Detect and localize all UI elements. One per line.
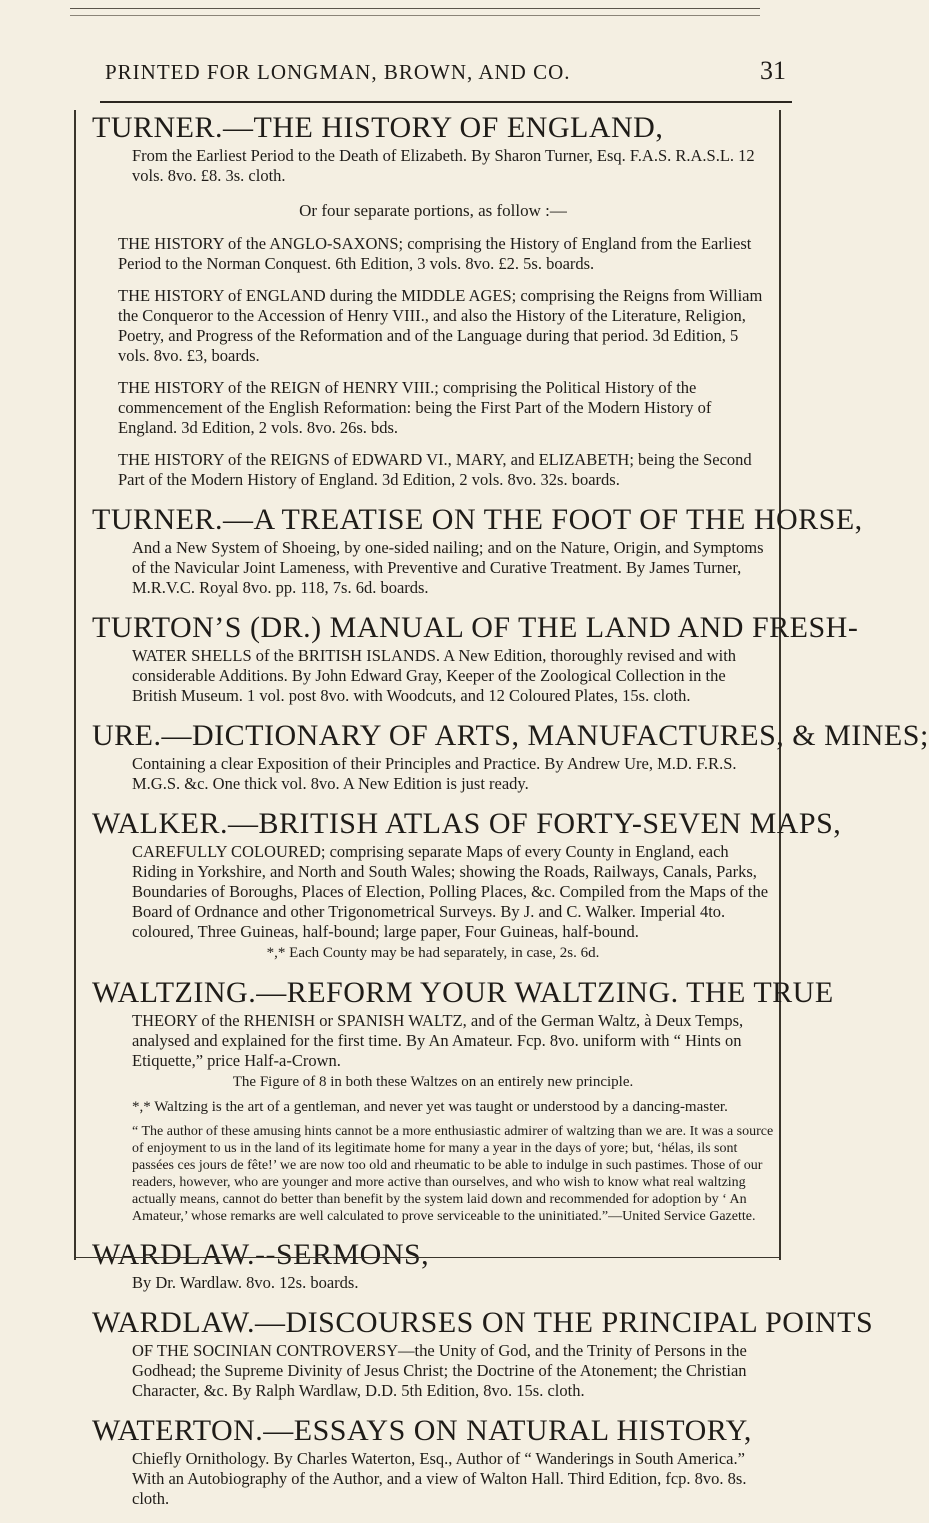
entry-heading: URE.—DICTIONARY OF ARTS, MANUFACTURES, & MINES;	[92, 719, 929, 752]
portion-henry-viii: THE HISTORY of the REIGN of HENRY VIII.; comprising the Political History of the commencement of the English Reformation: being the First Part of the Modern History of England. 3d Edition, 2 vols. 8vo. 26s. bds.	[118, 378, 712, 437]
entry-walker-atlas	[92, 807, 842, 963]
running-title: PRINTED FOR LONGMAN, BROWN, AND CO.	[105, 60, 571, 84]
entry-wardlaw-sermons	[92, 1239, 774, 1293]
entry-note: *,* Waltzing is the art of a gentleman, and never yet was taught or understood by a dancing-master.	[132, 1099, 728, 1115]
entry-turner-portions	[92, 200, 774, 490]
entry-description: From the Earliest Period to the Death of Elizabeth. By Sharon Turner, Esq. F.A.S. R.A.S.L. 12 vols. 8vo. £8. 3s. cloth.	[132, 146, 755, 185]
entry-description: WATER SHELLS of the BRITISH ISLANDS. A New Edition, thoroughly revised and with considerable Additions. By John Edward Gray, Keeper of the Zoological Collection in the British Museum. 1 vol. post 8vo. with Woodcuts, and 12 Coloured Plates, 15s. cloth.	[132, 646, 737, 705]
entry-heading: TURTON’S (DR.) MANUAL OF THE LAND AND FRESH-	[92, 611, 859, 644]
entry-heading: TURNER.—THE HISTORY OF ENGLAND,	[92, 111, 664, 144]
entry-description: And a New System of Shoeing, by one-sided nailing; and on the Nature, Origin, and Symptoms of the Navicular Joint Lameness, with Preventive and Curative Treatment. By James Turner, M.R.V.C. Royal 8vo. pp. 118, 7s. 6d. boards.	[132, 538, 764, 597]
entry-heading: WALKER.—BRITISH ATLAS OF FORTY-SEVEN MAPS,	[92, 807, 842, 840]
entry-description: CAREFULLY COLOURED; comprising separate Maps of every County in England, each Riding in Yorkshire, and North and South Wales; showing the Roads, Railways, Canals, Parks, Boundaries of Boroughs, Places of Election, Polling Places, &c. Compiled from the Maps of the Board of Ordnance and other Trigonometrical Surveys. By J. and C. Walker. Imperial 4to. coloured, Three Guineas, half-bound; large paper, Four Guineas, half-bound.	[132, 842, 769, 941]
portion-anglo-saxons: THE HISTORY of the ANGLO-SAXONS; comprising the History of England from the Earliest Period to the Norman Conquest. 6th Edition, 3 vols. 8vo. £2. 5s. boards.	[118, 234, 752, 273]
entry-turton-shells	[92, 611, 859, 706]
entry-description: By Dr. Wardlaw. 8vo. 12s. boards.	[132, 1273, 359, 1292]
page-number: 31	[760, 56, 786, 85]
entry-description: Containing a clear Exposition of their Principles and Practice. By Andrew Ure, M.D. F.R.S. M.G.S. &c. One thick vol. 8vo. A New Edition is just ready.	[132, 754, 737, 793]
running-head	[100, 56, 790, 96]
entry-heading: TURNER.—A TREATISE ON THE FOOT OF THE HORSE,	[92, 503, 863, 536]
review-quote: “ The author of these amusing hints cannot be a more enthusiastic admirer of waltzing than we are. It was a source of enjoyment to us in the land of its legitimate home for many a year in the days of yore; but, ‘hélas, ils sont passées ces jours de fête!’ we are now too old and rheumatic to be able to indulge in such pastimes. Those of our readers, however, who are younger and more active than ourselves, and who wish to know what real waltzing actually means, cannot do better than benefit by the system laid down and recommended for adoption by ‘ An Amateur,’ whose remarks are well calculated to prove serviceable to the uninitiated.”—United Service Gazette.	[132, 1124, 774, 1224]
right-margin-rule	[779, 110, 781, 1260]
entry-note: *,* Each County may be had separately, in case, 2s. 6d.	[266, 945, 600, 961]
bottom-rule	[76, 1257, 780, 1258]
entry-waterton-essays	[92, 1415, 774, 1509]
entry-turner-horse	[92, 503, 863, 598]
entry-description: Chiefly Ornithology. By Charles Waterton, Esq., Author of “ Wanderings in South America.” With an Autobiography of the Author, and a view of Walton Hall. Third Edition, fcp. 8vo. 8s. cloth.	[132, 1449, 747, 1508]
entry-turner-history	[92, 112, 774, 186]
top-border	[70, 8, 760, 16]
entry-heading: WARDLAW.—DISCOURSES ON THE PRINCIPAL POINTS	[92, 1306, 874, 1339]
entry-heading: WALTZING.—REFORM YOUR WALTZING. THE TRUE	[92, 976, 834, 1009]
entry-heading: WATERTON.—ESSAYS ON NATURAL HISTORY,	[92, 1414, 752, 1447]
entry-ure-dictionary	[92, 719, 929, 794]
portion-edward-mary-elizabeth: THE HISTORY of the REIGNS of EDWARD VI., MARY, and ELIZABETH; being the Second Part of the Modern History of England. 3d Edition, 2 vols. 8vo. 32s. boards.	[118, 450, 752, 489]
portions-intro: Or four separate portions, as follow :—	[299, 201, 567, 220]
portion-middle-ages: THE HISTORY of ENGLAND during the MIDDLE AGES; comprising the Reigns from William the Conqueror to the Accession of Henry VIII., and also the History of the Literature, Religion, Poetry, and Progress of the Reformation and of the Language during that period. 3d Edition, 5 vols. 8vo. £3, boards.	[118, 286, 763, 365]
entry-note: The Figure of 8 in both these Waltzes on an entirely new principle.	[232, 1074, 634, 1090]
header-rule	[100, 101, 792, 103]
catalogue-entries	[92, 111, 929, 1523]
entry-waltzing	[92, 976, 834, 1225]
entry-description: THEORY of the RHENISH or SPANISH WALTZ, and of the German Waltz, à Deux Temps, analysed and explained for the first time. By An Amateur. Fcp. 8vo. uniform with “ Hints on Etiquette,” price Half-a-Crown.	[132, 1011, 744, 1070]
entry-wardlaw-discourses	[92, 1306, 874, 1401]
entry-description: OF THE SOCINIAN CONTROVERSY—the Unity of God, and the Trinity of Persons in the Godhead; the Supreme Divinity of Jesus Christ; the Doctrine of the Atonement; the Christian Character, &c. By Ralph Wardlaw, D.D. 5th Edition, 8vo. 15s. cloth.	[132, 1341, 747, 1400]
left-margin-rule	[74, 110, 76, 1260]
entry-heading: WARDLAW.--SERMONS,	[92, 1238, 430, 1271]
